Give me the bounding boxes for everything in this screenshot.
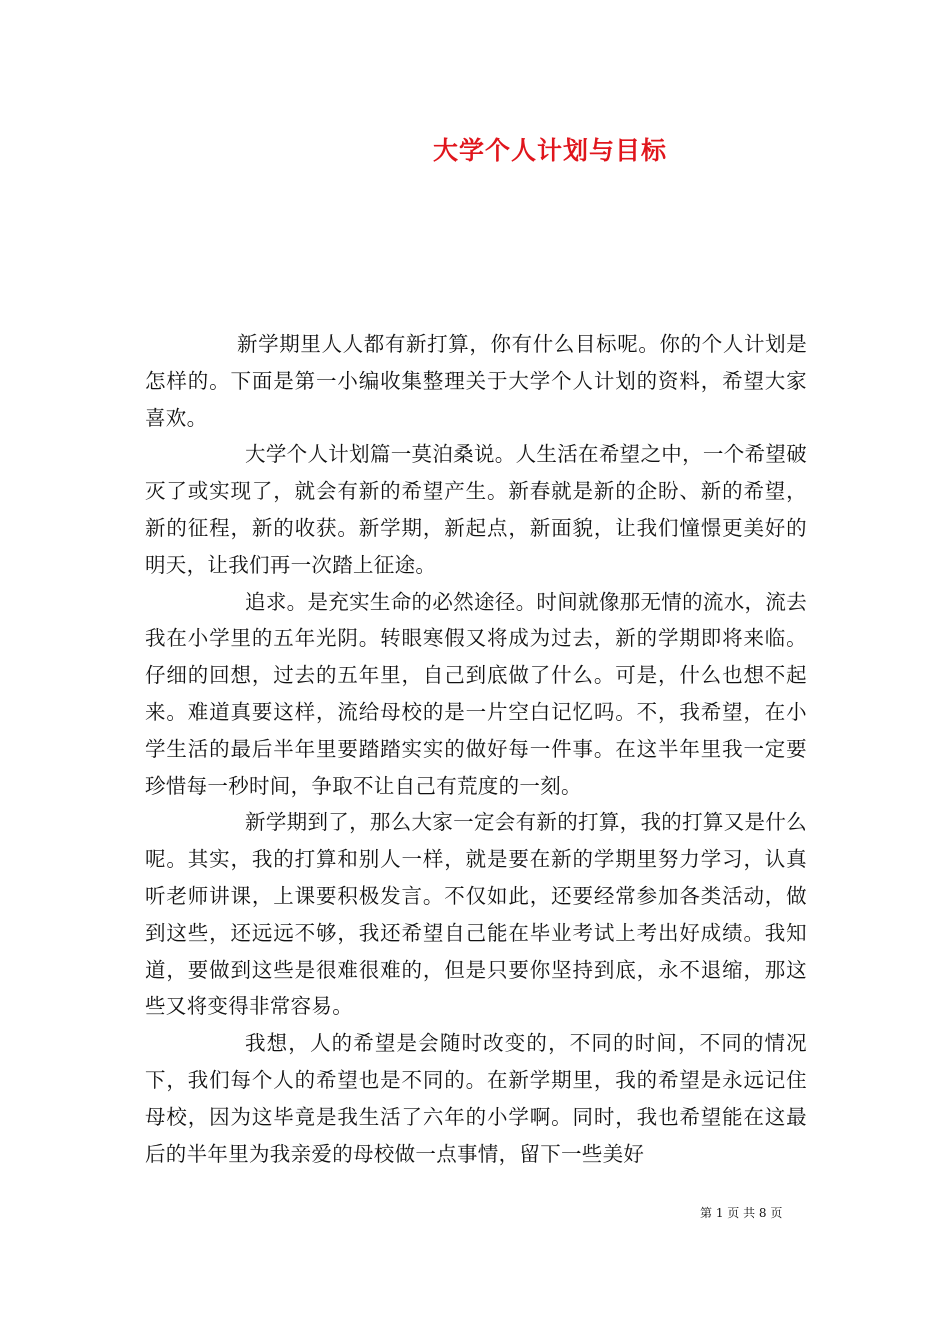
paragraph: 新学期里人人都有新打算，你有什么目标呢。你的个人计划是怎样的。下面是第一小编收集整理关于大学个人计划的资料，希望大家喜欢。 [145,332,807,430]
paragraph: 我想，人的希望是会随时改变的，不同的时间，不同的情况下，我们每个人的希望也是不同的。在新学期里，我的希望是永远记住母校，因为这毕竟是我生活了六年的小学啊。同时，我也希望能在这最后的半年里为我亲爱的母校做一点事情，留下一些美好 [145,1031,807,1166]
document-title: 大学个人计划与目标 [432,136,667,165]
document-body [145,326,807,1172]
paragraph: 新学期到了，那么大家一定会有新的打算，我的打算又是什么呢。其实，我的打算和别人一样，就是要在新的学期里努力学习，认真听老师讲课，上课要积极发言。不仅如此，还要经常参加各类活动，做到这些，还远远不够，我还希望自己能在毕业考试上考出好成绩。我知道，要做到这些是很难很难的，但是只要你坚持到底，永不退缩，那这些又将变得非常容易。 [145,810,807,1019]
paragraph: 大学个人计划篇一莫泊桑说。人生活在希望之中，一个希望破灭了或实现了，就会有新的希望产生。新春就是新的企盼、新的希望，新的征程，新的收获。新学期，新起点，新面貌，让我们憧憬更美好的明天，让我们再一次踏上征途。 [145,442,807,577]
page-number-footer: 第 1 页 共 8 页 [700,1206,783,1220]
paragraph: 追求。是充实生命的必然途径。时间就像那无情的流水，流去我在小学里的五年光阴。转眼寒假又将成为过去，新的学期即将来临。仔细的回想，过去的五年里，自己到底做了什么。可是，什么也想不起来。难道真要这样，流给母校的是一片空白记忆吗。不，我希望，在小学生活的最后半年里要踏踏实实的做好每一件事。在这半年里我一定要珍惜每一秒时间，争取不让自己有荒度的一刻。 [145,589,807,798]
